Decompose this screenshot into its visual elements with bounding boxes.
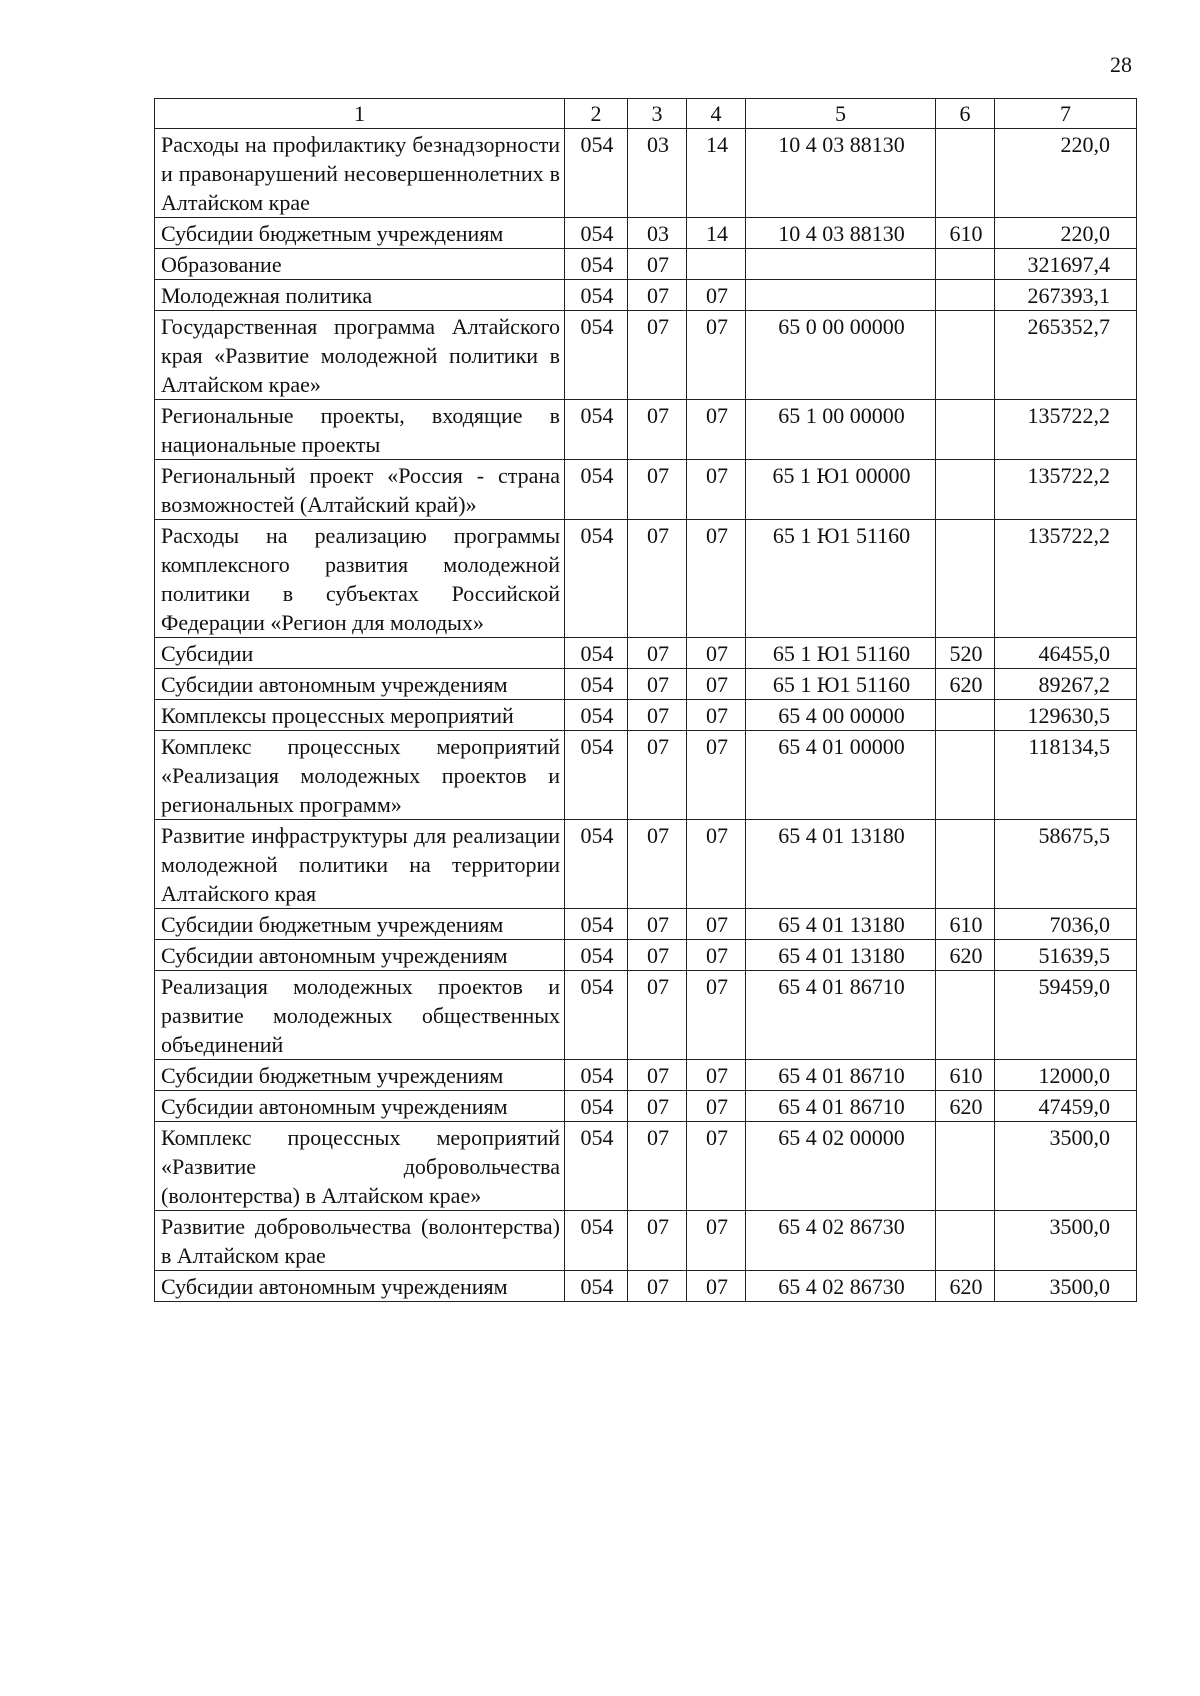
table-row	[155, 218, 1137, 249]
amount-cell: 267393,1	[995, 280, 1137, 311]
table-row	[155, 1060, 1137, 1091]
expense-type-cell	[936, 1122, 995, 1211]
subsection-cell: 07	[687, 909, 746, 940]
table-body	[155, 129, 1137, 1302]
expense-type-cell: 610	[936, 218, 995, 249]
target-article-cell: 65 0 00 00000	[746, 311, 936, 400]
target-article-cell: 10 4 03 88130	[746, 129, 936, 218]
section-cell: 07	[628, 249, 687, 280]
target-article-cell: 65 1 Ю1 51160	[746, 669, 936, 700]
budget-table	[154, 98, 1137, 1302]
subsection-cell: 07	[687, 638, 746, 669]
amount-cell: 12000,0	[995, 1060, 1137, 1091]
subsection-cell: 07	[687, 1211, 746, 1271]
expense-type-cell: 620	[936, 940, 995, 971]
subsection-cell: 07	[687, 520, 746, 638]
amount-cell: 51639,5	[995, 940, 1137, 971]
amount-cell: 3500,0	[995, 1271, 1137, 1302]
section-cell: 07	[628, 280, 687, 311]
section-cell: 07	[628, 940, 687, 971]
table-row	[155, 700, 1137, 731]
amount-cell: 3500,0	[995, 1122, 1137, 1211]
amount-cell: 129630,5	[995, 700, 1137, 731]
expense-type-cell: 620	[936, 669, 995, 700]
subsection-cell	[687, 249, 746, 280]
admin-code-cell: 054	[565, 520, 628, 638]
name-cell: Региональные проекты, входящие в национальные проекты	[155, 400, 565, 460]
subsection-cell: 07	[687, 940, 746, 971]
table-row	[155, 311, 1137, 400]
name-cell: Субсидии автономным учреждениям	[155, 1091, 565, 1122]
admin-code-cell: 054	[565, 971, 628, 1060]
admin-code-cell: 054	[565, 311, 628, 400]
section-cell: 07	[628, 820, 687, 909]
name-cell: Молодежная политика	[155, 280, 565, 311]
name-cell: Субсидии бюджетным учреждениям	[155, 909, 565, 940]
amount-cell: 46455,0	[995, 638, 1137, 669]
subsection-cell: 07	[687, 1122, 746, 1211]
expense-type-cell	[936, 129, 995, 218]
admin-code-cell: 054	[565, 731, 628, 820]
subsection-cell: 14	[687, 129, 746, 218]
section-cell: 07	[628, 731, 687, 820]
target-article-cell: 65 4 01 13180	[746, 940, 936, 971]
name-cell: Субсидии	[155, 638, 565, 669]
subsection-cell: 07	[687, 731, 746, 820]
admin-code-cell: 054	[565, 1122, 628, 1211]
expense-type-cell	[936, 700, 995, 731]
amount-cell: 3500,0	[995, 1211, 1137, 1271]
table-row	[155, 249, 1137, 280]
section-cell: 07	[628, 1060, 687, 1091]
table-row	[155, 1122, 1137, 1211]
expense-type-cell	[936, 400, 995, 460]
expense-type-cell	[936, 731, 995, 820]
target-article-cell	[746, 280, 936, 311]
name-cell: Развитие добровольчества (волонтерства) в Алтайском крае	[155, 1211, 565, 1271]
amount-cell: 321697,4	[995, 249, 1137, 280]
target-article-cell: 65 1 Ю1 00000	[746, 460, 936, 520]
admin-code-cell: 054	[565, 638, 628, 669]
column-header-5: 5	[746, 99, 936, 129]
amount-cell: 135722,2	[995, 520, 1137, 638]
subsection-cell: 07	[687, 1060, 746, 1091]
column-header-4: 4	[687, 99, 746, 129]
name-cell: Расходы на реализацию программы комплексного развития молодежной политики в субъектах Российской Федерации «Регион для молодых»	[155, 520, 565, 638]
target-article-cell: 65 4 01 86710	[746, 971, 936, 1060]
target-article-cell: 65 4 02 00000	[746, 1122, 936, 1211]
admin-code-cell: 054	[565, 218, 628, 249]
table-row	[155, 940, 1137, 971]
name-cell: Расходы на профилактику безнадзорности и правонарушений несовершеннолетних в Алтайском крае	[155, 129, 565, 218]
expense-type-cell	[936, 280, 995, 311]
table-row	[155, 280, 1137, 311]
table-row	[155, 1091, 1137, 1122]
amount-cell: 118134,5	[995, 731, 1137, 820]
table-row	[155, 909, 1137, 940]
admin-code-cell: 054	[565, 700, 628, 731]
expense-type-cell	[936, 460, 995, 520]
admin-code-cell: 054	[565, 909, 628, 940]
subsection-cell: 07	[687, 700, 746, 731]
expense-type-cell	[936, 820, 995, 909]
subsection-cell: 07	[687, 820, 746, 909]
expense-type-cell: 610	[936, 909, 995, 940]
page-number: 28	[1110, 52, 1132, 77]
expense-type-cell: 520	[936, 638, 995, 669]
section-cell: 07	[628, 700, 687, 731]
admin-code-cell: 054	[565, 1271, 628, 1302]
subsection-cell: 07	[687, 971, 746, 1060]
table-row	[155, 129, 1137, 218]
table-row	[155, 971, 1137, 1060]
target-article-cell: 65 4 01 13180	[746, 820, 936, 909]
section-cell: 07	[628, 1211, 687, 1271]
amount-cell: 7036,0	[995, 909, 1137, 940]
target-article-cell: 65 4 02 86730	[746, 1271, 936, 1302]
name-cell: Государственная программа Алтайского края «Развитие молодежной политики в Алтайском крае»	[155, 311, 565, 400]
expense-type-cell: 620	[936, 1271, 995, 1302]
table-row	[155, 1211, 1137, 1271]
amount-cell: 220,0	[995, 218, 1137, 249]
section-cell: 07	[628, 1271, 687, 1302]
target-article-cell	[746, 249, 936, 280]
table-row	[155, 669, 1137, 700]
subsection-cell: 07	[687, 669, 746, 700]
table-row	[155, 520, 1137, 638]
admin-code-cell: 054	[565, 280, 628, 311]
admin-code-cell: 054	[565, 1060, 628, 1091]
admin-code-cell: 054	[565, 460, 628, 520]
expense-type-cell	[936, 1211, 995, 1271]
section-cell: 03	[628, 218, 687, 249]
table-header-row	[155, 99, 1137, 129]
section-cell: 03	[628, 129, 687, 218]
amount-cell: 220,0	[995, 129, 1137, 218]
section-cell: 07	[628, 520, 687, 638]
expense-type-cell	[936, 311, 995, 400]
expense-type-cell: 610	[936, 1060, 995, 1091]
admin-code-cell: 054	[565, 249, 628, 280]
target-article-cell: 65 4 01 86710	[746, 1060, 936, 1091]
amount-cell: 135722,2	[995, 460, 1137, 520]
table-row	[155, 638, 1137, 669]
expense-type-cell	[936, 971, 995, 1060]
amount-cell: 58675,5	[995, 820, 1137, 909]
admin-code-cell: 054	[565, 400, 628, 460]
table-row	[155, 1271, 1137, 1302]
table-row	[155, 820, 1137, 909]
column-header-6: 6	[936, 99, 995, 129]
target-article-cell: 65 4 02 86730	[746, 1211, 936, 1271]
section-cell: 07	[628, 669, 687, 700]
name-cell: Комплекс процессных мероприятий «Реализация молодежных проектов и региональных программ»	[155, 731, 565, 820]
section-cell: 07	[628, 909, 687, 940]
amount-cell: 265352,7	[995, 311, 1137, 400]
section-cell: 07	[628, 460, 687, 520]
subsection-cell: 07	[687, 460, 746, 520]
column-header-7: 7	[995, 99, 1137, 129]
expense-type-cell: 620	[936, 1091, 995, 1122]
subsection-cell: 07	[687, 1091, 746, 1122]
table-row	[155, 400, 1137, 460]
target-article-cell: 65 1 Ю1 51160	[746, 520, 936, 638]
name-cell: Комплексы процессных мероприятий	[155, 700, 565, 731]
amount-cell: 47459,0	[995, 1091, 1137, 1122]
subsection-cell: 07	[687, 1271, 746, 1302]
table-row	[155, 460, 1137, 520]
target-article-cell: 65 4 01 00000	[746, 731, 936, 820]
target-article-cell: 65 1 00 00000	[746, 400, 936, 460]
admin-code-cell: 054	[565, 820, 628, 909]
admin-code-cell: 054	[565, 940, 628, 971]
column-header-2: 2	[565, 99, 628, 129]
name-cell: Образование	[155, 249, 565, 280]
name-cell: Региональный проект «Россия - страна возможностей (Алтайский край)»	[155, 460, 565, 520]
amount-cell: 59459,0	[995, 971, 1137, 1060]
subsection-cell: 07	[687, 280, 746, 311]
admin-code-cell: 054	[565, 669, 628, 700]
target-article-cell: 65 4 01 86710	[746, 1091, 936, 1122]
section-cell: 07	[628, 638, 687, 669]
name-cell: Субсидии бюджетным учреждениям	[155, 1060, 565, 1091]
name-cell: Субсидии автономным учреждениям	[155, 669, 565, 700]
section-cell: 07	[628, 971, 687, 1060]
column-header-3: 3	[628, 99, 687, 129]
expense-type-cell	[936, 249, 995, 280]
subsection-cell: 14	[687, 218, 746, 249]
subsection-cell: 07	[687, 311, 746, 400]
admin-code-cell: 054	[565, 129, 628, 218]
subsection-cell: 07	[687, 400, 746, 460]
section-cell: 07	[628, 1122, 687, 1211]
name-cell: Субсидии автономным учреждениям	[155, 940, 565, 971]
section-cell: 07	[628, 311, 687, 400]
admin-code-cell: 054	[565, 1211, 628, 1271]
name-cell: Субсидии автономным учреждениям	[155, 1271, 565, 1302]
name-cell: Комплекс процессных мероприятий «Развитие добровольчества (волонтерства) в Алтайском крае»	[155, 1122, 565, 1211]
target-article-cell: 65 1 Ю1 51160	[746, 638, 936, 669]
target-article-cell: 65 4 01 13180	[746, 909, 936, 940]
table-row	[155, 731, 1137, 820]
name-cell: Реализация молодежных проектов и развитие молодежных общественных объединений	[155, 971, 565, 1060]
section-cell: 07	[628, 1091, 687, 1122]
section-cell: 07	[628, 400, 687, 460]
target-article-cell: 65 4 00 00000	[746, 700, 936, 731]
name-cell: Субсидии бюджетным учреждениям	[155, 218, 565, 249]
expense-type-cell	[936, 520, 995, 638]
amount-cell: 135722,2	[995, 400, 1137, 460]
admin-code-cell: 054	[565, 1091, 628, 1122]
column-header-1: 1	[155, 99, 565, 129]
name-cell: Развитие инфраструктуры для реализации молодежной политики на территории Алтайского края	[155, 820, 565, 909]
target-article-cell: 10 4 03 88130	[746, 218, 936, 249]
amount-cell: 89267,2	[995, 669, 1137, 700]
